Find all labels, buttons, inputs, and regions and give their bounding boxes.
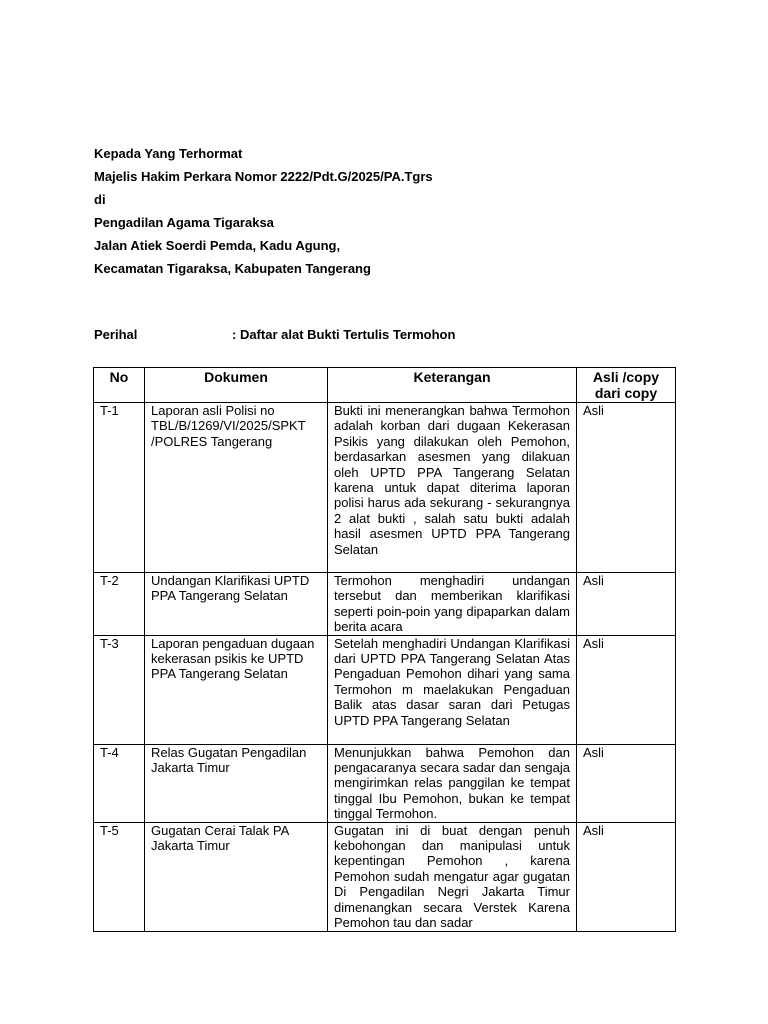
row-no: T-1: [94, 403, 145, 573]
row-dokumen: Laporan pengaduan dugaan kekerasan psikis ke UPTD PPA Tangerang Selatan: [145, 635, 328, 744]
table-row: [94, 744, 676, 822]
row-keterangan: Termohon menghadiri undangan tersebut dan memberikan klarifikasi seperti poin-poin yang dipaparkan dalam berita acara: [328, 573, 577, 636]
recipient-street: Jalan Atiek Soerdi Pemda, Kadu Agung,: [94, 238, 341, 253]
header-asli: Asli /copy dari copy: [577, 368, 676, 403]
table-row: [94, 635, 676, 744]
recipient-panel: Majelis Hakim Perkara Nomor 2222/Pdt.G/2025/PA.Tgrs: [94, 169, 433, 184]
recipient-address-block: [94, 145, 433, 283]
header-dokumen: Dokumen: [145, 368, 328, 403]
row-dokumen: Relas Gugatan Pengadilan Jakarta Timur: [145, 744, 328, 822]
recipient-di: di: [94, 192, 106, 207]
row-asli: Asli: [577, 403, 676, 573]
table-header-row: [94, 368, 676, 403]
recipient-district: Kecamatan Tigaraksa, Kabupaten Tangerang: [94, 261, 371, 276]
row-asli: Asli: [577, 573, 676, 636]
row-no: T-2: [94, 573, 145, 636]
recipient-court: Pengadilan Agama Tigaraksa: [94, 215, 274, 230]
row-asli: Asli: [577, 744, 676, 822]
subject-value: : Daftar alat Bukti Tertulis Termohon: [232, 327, 456, 342]
row-asli: Asli: [577, 635, 676, 744]
recipient-salutation: Kepada Yang Terhormat: [94, 146, 243, 161]
table-row: [94, 403, 676, 573]
subject-label: Perihal: [94, 327, 138, 342]
row-dokumen: Undangan Klarifikasi UPTD PPA Tangerang Selatan: [145, 573, 328, 636]
evidence-table: [93, 367, 676, 932]
table-row: [94, 822, 676, 931]
row-keterangan: Menunjukkan bahwa Pemohon dan pengacaranya secara sadar dan sengaja mengirimkan relas panggilan ke tempat tinggal Ibu Pemohon, bukan ke tempat tinggal Termohon.: [328, 744, 577, 822]
row-keterangan: Setelah menghadiri Undangan Klarifikasi dari UPTD PPA Tangerang Selatan Atas Pengaduan Pemohon dihari yang sama Termohon m maelakukan Pengaduan Balik atas dasar saran dari Petugas UPTD PPA Tangerang Selatan: [328, 635, 577, 744]
row-no: T-5: [94, 822, 145, 931]
row-no: T-4: [94, 744, 145, 822]
header-keterangan: Keterangan: [328, 368, 577, 403]
row-keterangan: [328, 822, 577, 931]
row-keterangan-text: Gugatan ini di buat dengan penuh kebohongan dan manipulasi untuk kepentingan Pemohon , karena Pemohon sudah mengatur agar gugatan Di Pengadilan Negri Jakarta Timur dimenangkan secara Verstek Karena Pemohon tau dan sadar: [334, 822, 570, 931]
row-keterangan: Bukti ini menerangkan bahwa Termohon adalah korban dari dugaan Kekerasan Psikis yang dilakukan oleh Pemohon, berdasarkan asesmen yang dilakuan oleh UPTD PPA Tangerang Selatan karena untuk dapat diterima laporan polisi harus ada sekurang - sekurangnya 2 alat bukti , salah satu bukti adalah hasil asesmen UPTD PPA Tangerang Selatan: [328, 403, 577, 573]
table-row: [94, 573, 676, 636]
header-no: No: [94, 368, 145, 403]
row-dokumen: Gugatan Cerai Talak PA Jakarta Timur: [145, 822, 328, 931]
row-no: T-3: [94, 635, 145, 744]
row-dokumen: Laporan asli Polisi no TBL/B/1269/VI/2025/SPKT /POLRES Tangerang: [145, 403, 328, 573]
row-asli: Asli: [577, 822, 676, 931]
